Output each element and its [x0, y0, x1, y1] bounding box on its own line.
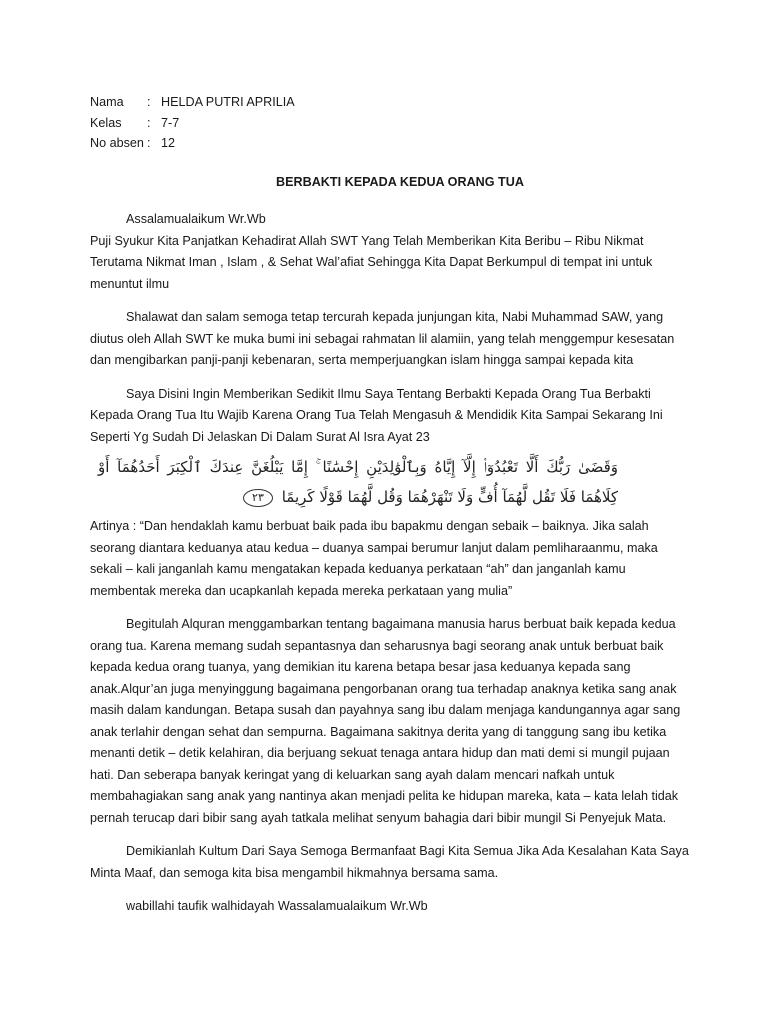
shalawat-paragraph: Shalawat dan salam semoga tetap tercurah kepada junjungan kita, Nabi Muhammad SAW, yang diutus oleh Allah SWT ke muka bumi ini sebagai rahmatan lil alamiin, yang telah menggempur kesesatan dan mengibarkan panji-panji kebenaran, serta memperjuangkan islam hingga sampai kepada kita [90, 310, 675, 367]
class-label: Kelas [90, 115, 122, 130]
name-label: Nama [90, 95, 124, 109]
closing-note-paragraph: Demikianlah Kultum Dari Saya Semoga Bermanfaat Bagi Kita Semua Jika Ada Kesalahan Kata Saya Minta Maaf, dan semoga kita bisa mengambil hikmahnya bersama sama. [90, 844, 689, 880]
document-title: BERBAKTI KEPADA KEDUA ORANG TUA [276, 174, 524, 189]
quran-verse [98, 452, 618, 512]
class-separator: : [147, 115, 151, 130]
ayah-number-marker: ٢٣ [243, 489, 273, 507]
class-value: 7-7 [161, 115, 180, 130]
opening-paragraph: Puji Syukur Kita Panjatkan Kehadirat Allah SWT Yang Telah Memberikan Kita Beribu – Ribu Nikmat Terutama Nikmat Iman , Islam , & Sehat Wal’afiat Sehingga Kita Dapat Berkumpul di tempat ini untuk menuntut ilmu [90, 233, 653, 291]
farewell: wabillahi taufik walhidayah Wassalamualaikum Wr.Wb [126, 899, 428, 913]
name-row [90, 92, 295, 113]
translation-paragraph: Artinya : “Dan hendaklah kamu berbuat baik pada ibu bapakmu dengan sebaik – baiknya. Jika salah seorang diantara keduanya atau kedua – duanya sampai berumur lanjut dalam pemliharaanmu, maka sekali – kali janganlah kamu mengatakan kepada keduanya perkataan “ah” dan janganlah kamu membentak mereka dan ucapkanlah kepada mereka perkataan yang mulia” [90, 519, 658, 598]
absen-row [90, 133, 295, 154]
name-separator: : [147, 95, 151, 109]
absen-value: 12 [161, 136, 176, 150]
absen-separator: : [147, 136, 151, 150]
intro-paragraph: Saya Disini Ingin Memberikan Sedikit Ilmu Saya Tentang Berbakti Kepada Orang Tua Berbakti Kepada Orang Tua Itu Wajib Karena Orang Tua Telah Mengasuh & Mendidik Kita Sampai Sekarang Ini Seperti Yg Sudah Di Jelaskan Di Dalam Surat Al Isra Ayat 23 [90, 386, 663, 444]
body-paragraph: Begitulah Alquran menggambarkan tentang bagaimana manusia harus berbuat baik kepada kedua orang tua. Karena memang sudah sepantasnya dan seharusnya bagi seorang anak untuk berbuat baik kepada kedua orang tuanya, yang demikian itu karena betapa besar jasa keduanya kepada sang anak.Alqur’an juga menyinggung bagaimana pengorbanan orang tua terhadap anaknya ketika sang anak masih dalam kandungan. Betapa susah dan payahnya sang ibu dalam menjaga kandungannya agar sang anak terlahir dengan sehat dan sempurna. Bagaimana sakitnya derita yang di tanggung sang ibu ketika menanti detik – detik kelahiran, dia berjuang sekuat tenaga antara hidup dan mati demi si mungil pujaan hati. Dan seberapa banyak keringat yang di keluarkan sang ayah dalam mencari nafkah untuk membahagiakan sang anak yang nantinya akan menjadi pelita ke hidupan mareka, kata – kata lelah tidak pernah terucap dari bibir sang ayah tatkala melihat senyum bahagia dari bibir mungil Si Penyejuk Mata. [90, 617, 681, 825]
arabic-verse-text: وَقَضَىٰ رَبُّكَ أَلَّا تَعْبُدُوٓا۟ إِلَّآ إِيَّاهُ وَبِٱلْوَٰلِدَيْنِ إِحْسَٰنًا ۚ إِمَّا يَبْلُغَنَّ عِندَكَ ٱلْكِبَرَ أَحَدُهُمَآ أَوْ كِلَاهُمَا فَلَا تَقُل لَّهُمَآ أُفٍّ وَلَا تَنْهَرْهُمَا وَقُل لَّهُمَا قَوْلًا كَرِيمًا [98, 458, 618, 506]
document-body [90, 92, 690, 918]
class-row [90, 113, 295, 134]
student-identity [90, 92, 295, 154]
absen-label: No absen [90, 136, 144, 150]
greeting: Assalamualaikum Wr.Wb [126, 212, 266, 226]
name-value: HELDA PUTRI APRILIA [161, 95, 295, 109]
